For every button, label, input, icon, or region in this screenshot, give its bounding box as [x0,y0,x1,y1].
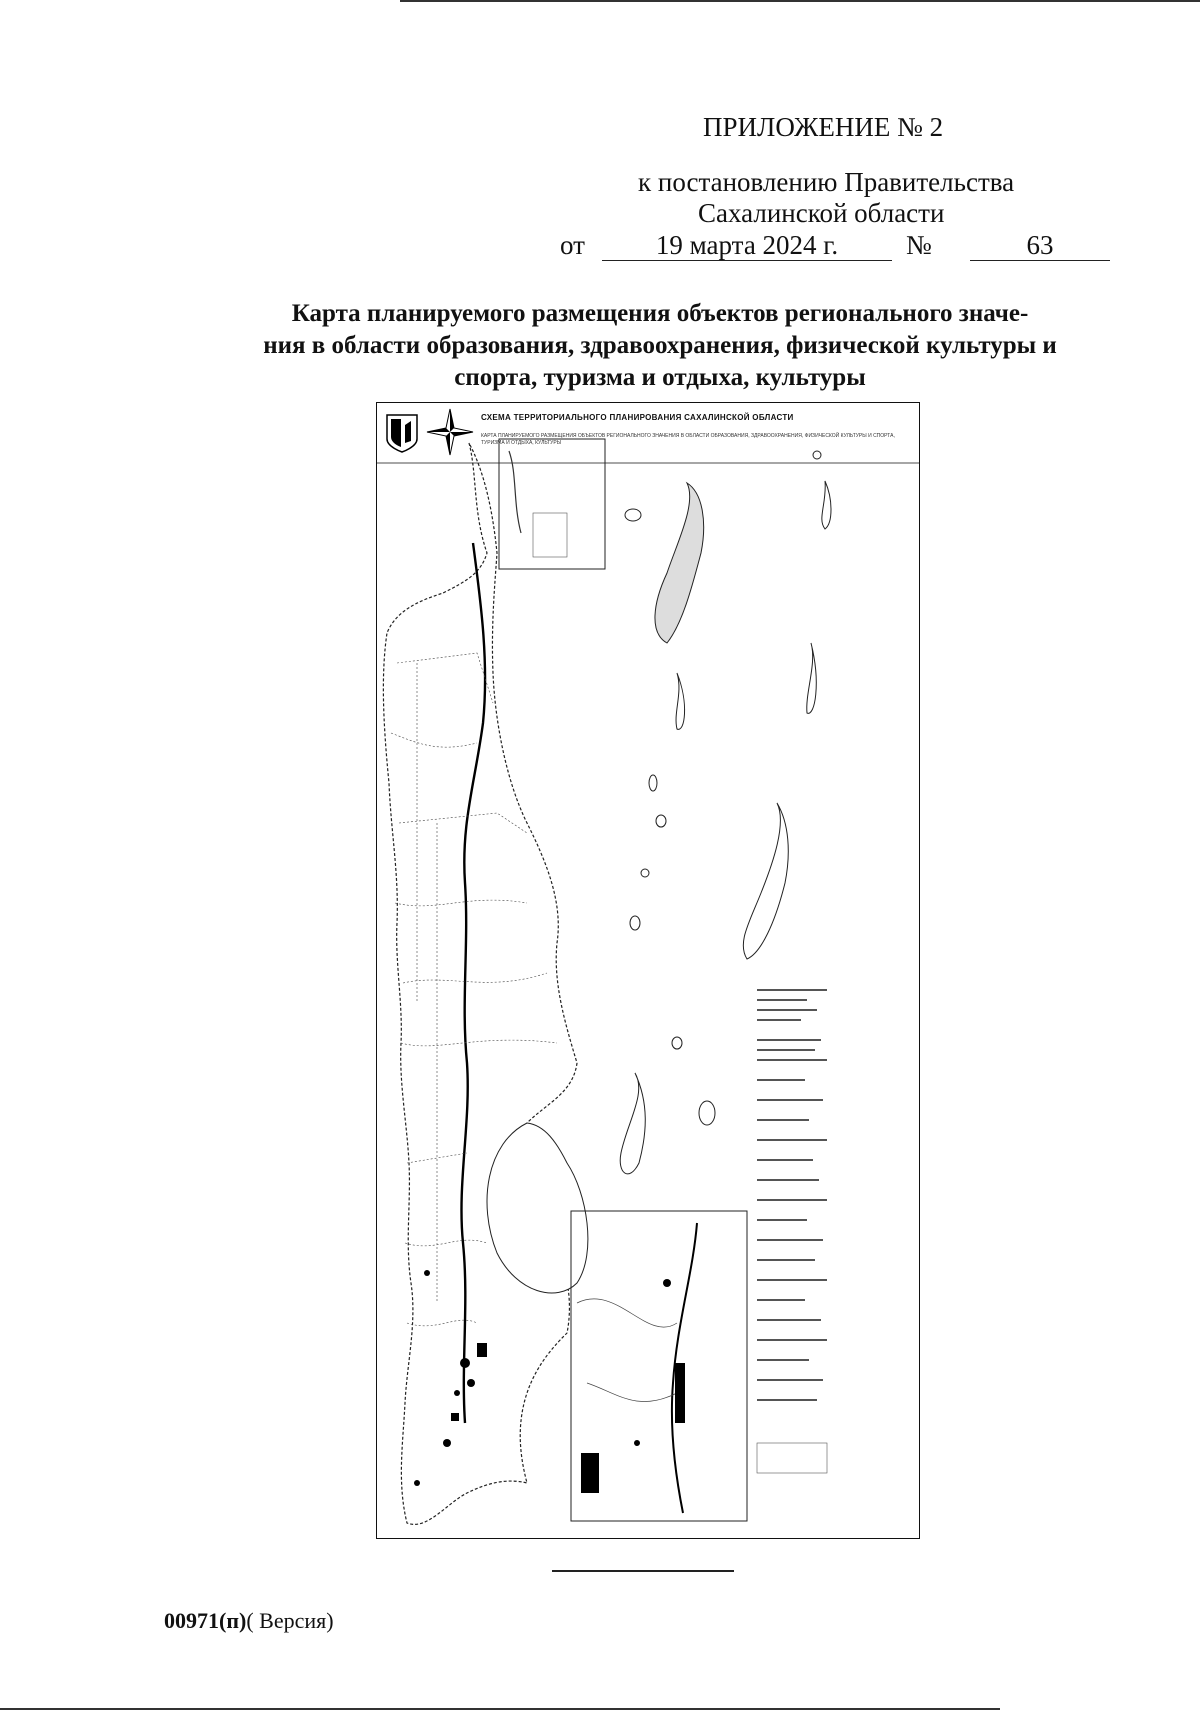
version-label: ( Версия) [246,1608,334,1633]
emblem-icon [385,413,419,453]
footer-rule [552,1570,734,1572]
number-label: № [906,230,932,260]
document-title [200,298,1120,394]
decree-date-number-row [560,230,1120,264]
map-drawing [377,403,919,1538]
appendix-region-line: Сахалинской области [698,198,945,228]
appendix-decree-line: к постановлению Правительства [638,167,1015,197]
document-code [164,1608,334,1634]
decree-number: 63 [970,230,1110,261]
scan-edge-bottom [0,1708,1000,1710]
title-line-1: Карта планируемого размещения объектов регионального значе- [291,300,1029,327]
decree-date: 19 марта 2024 г. [602,230,892,261]
map-subtitle: КАРТА ПЛАНИРУЕМОГО РАЗМЕЩЕНИЯ ОБЪЕКТОВ РЕГИОНАЛЬНОГО ЗНАЧЕНИЯ В ОБЛАСТИ ОБРАЗОВАНИЯ, ЗДРАВООХРАНЕНИЯ, ФИЗИЧЕСКОЙ КУЛЬТУРЫ И СПОРТА, ТУРИЗМА И ОТДЫХА, КУЛЬТУРЫ [481,433,895,446]
registration-code: 00971(п) [164,1608,247,1633]
map-title: СХЕМА ТЕРРИТОРИАЛЬНОГО ПЛАНИРОВАНИЯ САХАЛИНСКОЙ ОБЛАСТИ [481,413,794,422]
map-image [376,402,920,1539]
from-label: от [560,230,585,260]
title-line-3: спорта, туризма и отдыха, культуры [454,364,866,391]
appendix-title: ПРИЛОЖЕНИЕ № 2 [703,112,944,142]
scan-edge-top [400,0,1200,2]
title-line-2: ния в области образования, здравоохранения, физической культуры и [263,332,1057,359]
main-road [461,543,485,1423]
compass-rose-icon [425,407,475,457]
